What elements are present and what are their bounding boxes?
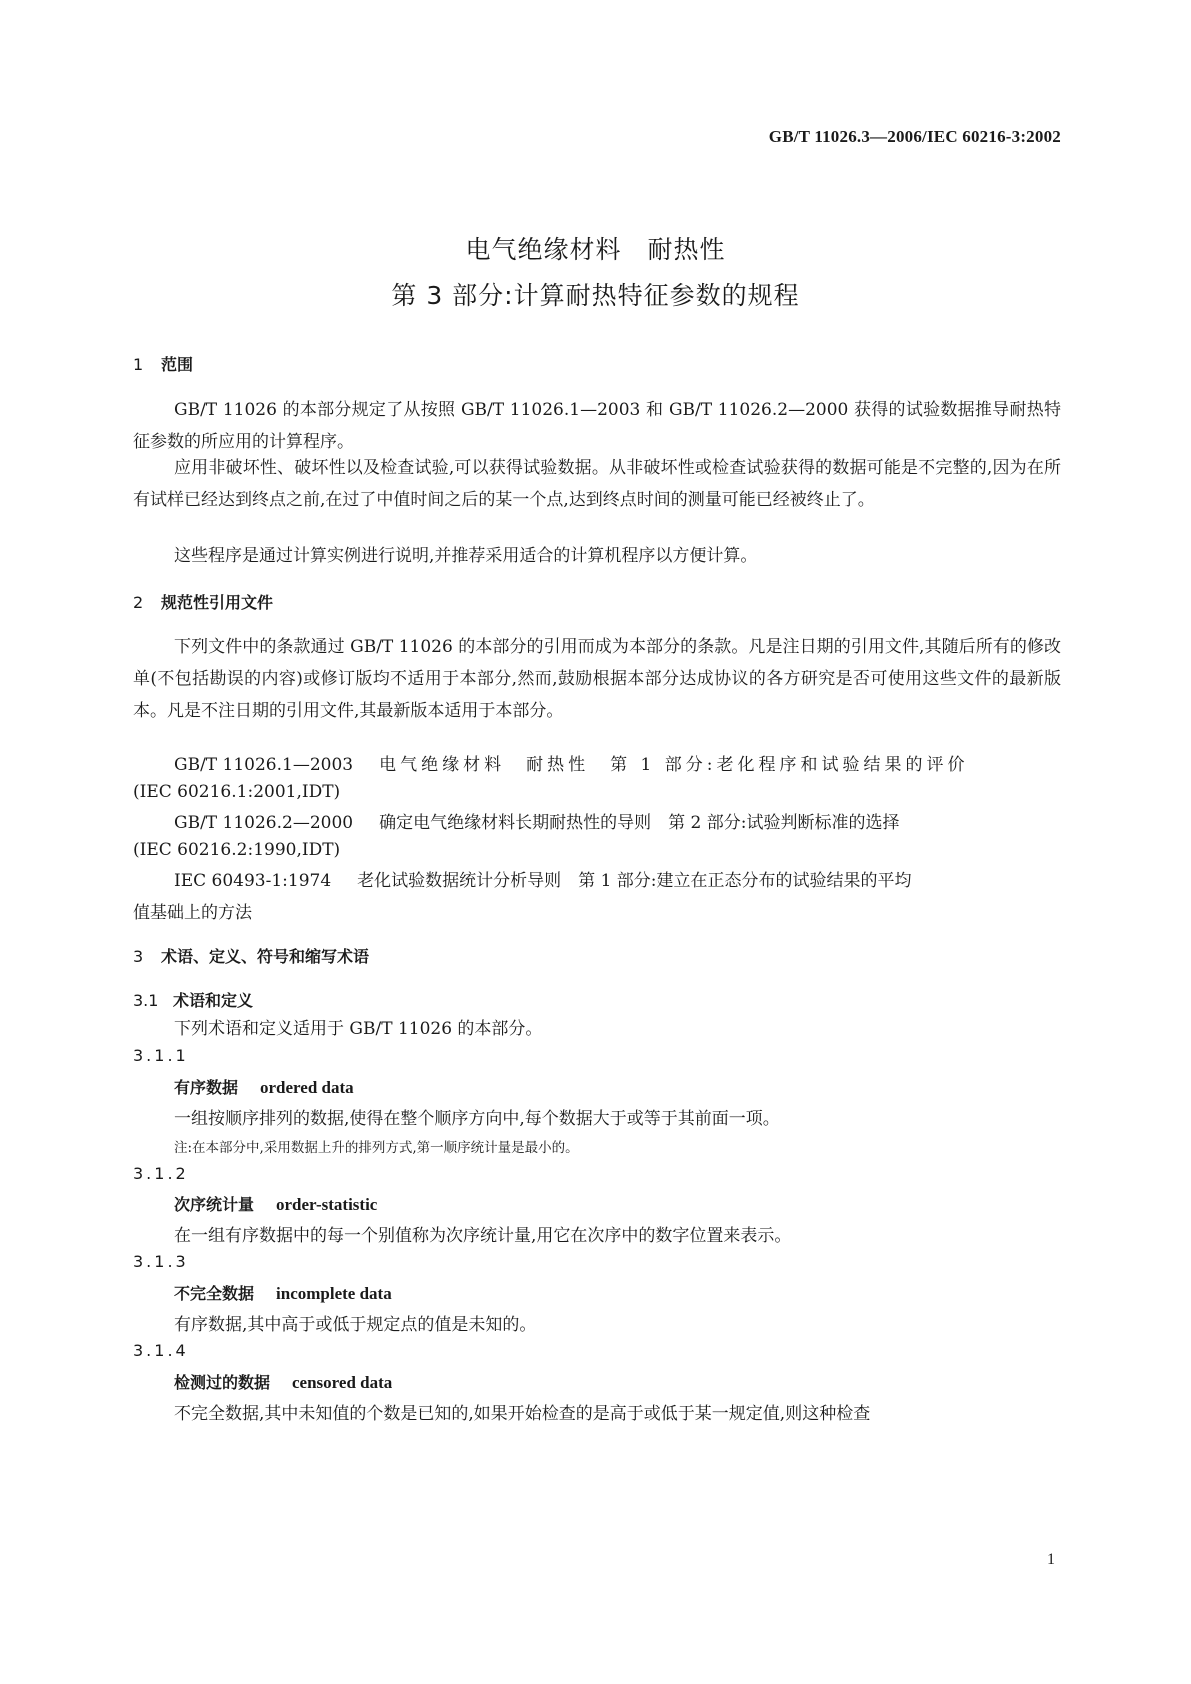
section-title: 规范性引用文件 — [161, 593, 274, 612]
reference-item — [174, 808, 899, 833]
section-number: 1 — [133, 355, 144, 374]
reference-code: GB/T 11026.1—2003 — [174, 755, 354, 775]
term-chinese: 有序数据 — [174, 1078, 239, 1097]
section-1-paragraph-2: 应用非破坏性、破坏性以及检查试验,可以获得试验数据。从非破坏性或检查试验获得的数据可能是不完整的,因为在所有试样已经达到终点之前,在过了中值时间之后的某一个点,达到终点时间的测量可能已经被终止了。 — [133, 458, 1061, 510]
term-chinese: 检测过的数据 — [174, 1373, 271, 1392]
document-title-line2: 第 3 部分:计算耐热特征参数的规程 — [391, 281, 800, 310]
reference-item — [174, 750, 968, 775]
page-number: 1 — [1047, 1551, 1055, 1568]
term-definition: 有序数据,其中高于或低于规定点的值是未知的。 — [174, 1315, 537, 1335]
term-heading — [174, 1075, 354, 1098]
reference-title: 确定电气绝缘材料长期耐热性的导则 第 2 部分:试验判断标准的选择 — [379, 813, 900, 833]
term-number: 3.1.1 — [133, 1046, 189, 1065]
term-chinese: 次序统计量 — [174, 1195, 255, 1214]
term-number: 3.1.4 — [133, 1341, 189, 1360]
section-number: 2 — [133, 593, 144, 612]
subsection-title: 术语和定义 — [173, 991, 254, 1010]
section-title: 范围 — [161, 355, 194, 374]
section-2-paragraph-1: 下列文件中的条款通过 GB/T 11026 的本部分的引用而成为本部分的条款。凡是注日期的引用文件,其随后所有的修改单(不包括勘误的内容)或修订版均不适用于本部分,然而,鼓励根据本部分达成协议的各方研究是否可使用这些文件的最新版本。凡是不注日期的引用文件,其最新版本适用于本部分。 — [133, 637, 1061, 721]
term-heading — [174, 1370, 392, 1393]
reference-continuation: 值基础上的方法 — [133, 903, 252, 923]
document-title-line1: 电气绝缘材料 耐热性 — [465, 235, 726, 264]
reference-item — [174, 866, 912, 891]
section-number: 3 — [133, 947, 144, 966]
reference-continuation: (IEC 60216.2:1990,IDT) — [133, 840, 341, 860]
section-3-heading — [133, 944, 369, 967]
term-note: 注:在本部分中,采用数据上升的排列方式,第一顺序统计量是最小的。 — [174, 1140, 579, 1156]
reference-code: GB/T 11026.2—2000 — [174, 813, 354, 833]
term-definition: 在一组有序数据中的每一个别值称为次序统计量,用它在次序中的数字位置来表示。 — [174, 1226, 792, 1246]
subsection-3-1-heading — [133, 988, 253, 1011]
section-1-heading — [133, 352, 193, 375]
subsection-3-1-intro: 下列术语和定义适用于 GB/T 11026 的本部分。 — [174, 1019, 543, 1039]
section-1-paragraph-3: 这些程序是通过计算实例进行说明,并推荐采用适合的计算机程序以方便计算。 — [174, 546, 758, 566]
reference-title: 电气绝缘材料 耐热性 第 1 部分:老化程序和试验结果的评价 — [379, 755, 969, 775]
term-definition: 不完全数据,其中未知值的个数是已知的,如果开始检查的是高于或低于某一规定值,则这种检查 — [174, 1404, 871, 1424]
term-heading — [174, 1281, 392, 1304]
term-number: 3.1.3 — [133, 1252, 189, 1271]
section-title: 术语、定义、符号和缩写术语 — [161, 947, 370, 966]
reference-continuation: (IEC 60216.1:2001,IDT) — [133, 782, 341, 802]
term-english: incomplete data — [276, 1284, 392, 1303]
section-2-heading — [133, 590, 273, 613]
term-heading — [174, 1192, 377, 1215]
subsection-number: 3.1 — [133, 991, 159, 1010]
term-english: order-statistic — [276, 1195, 378, 1214]
term-chinese: 不完全数据 — [174, 1284, 255, 1303]
term-number: 3.1.2 — [133, 1164, 189, 1183]
term-english: censored data — [292, 1373, 393, 1392]
term-definition: 一组按顺序排列的数据,使得在整个顺序方向中,每个数据大于或等于其前面一项。 — [174, 1109, 780, 1129]
standard-code: GB/T 11026.3—2006/IEC 60216-3:2002 — [768, 127, 1061, 146]
section-1-paragraph-1: GB/T 11026 的本部分规定了从按照 GB/T 11026.1—2003 和 GB/T 11026.2—2000 获得的试验数据推导耐热特征参数的所应用的计算程序。 — [133, 400, 1061, 452]
reference-title: 老化试验数据统计分析导则 第 1 部分:建立在正态分布的试验结果的平均 — [357, 871, 912, 891]
reference-code: IEC 60493-1:1974 — [174, 871, 332, 891]
term-english: ordered data — [260, 1078, 354, 1097]
